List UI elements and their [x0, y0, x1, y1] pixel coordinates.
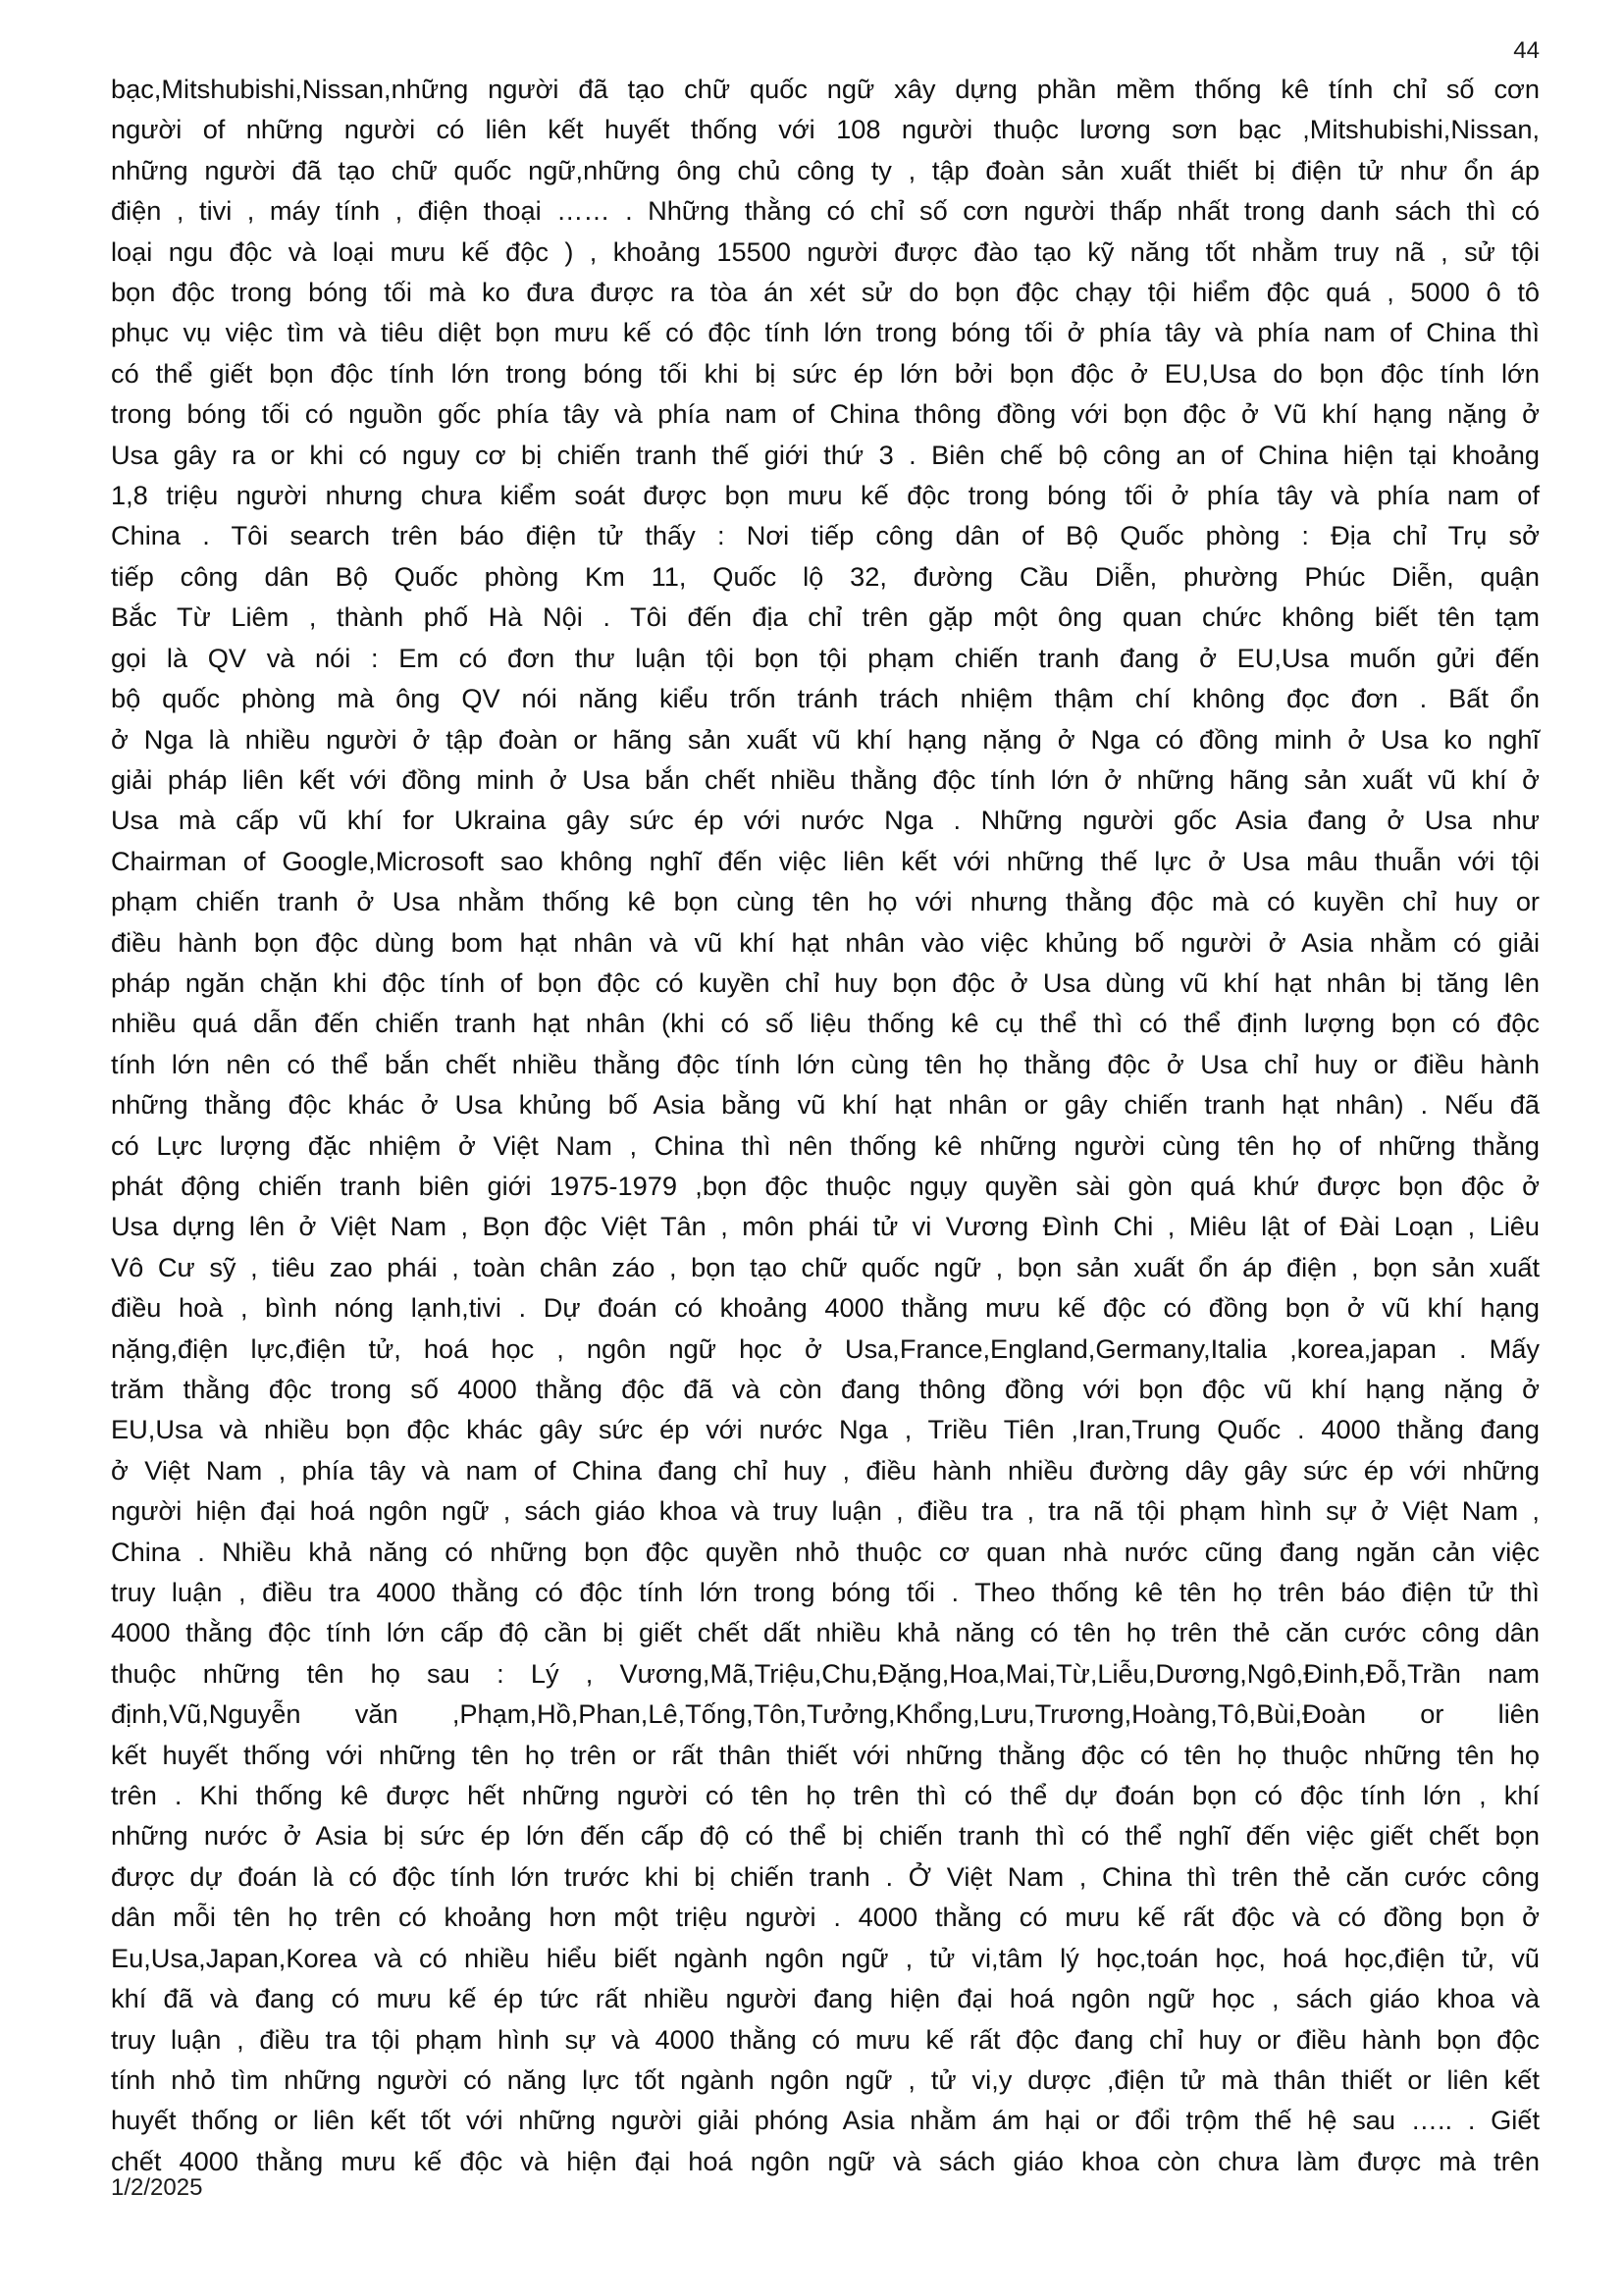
text-line: truy luận , điều tra tội phạm hình sự và 4000 thằng có mưu kế rất độc đang chỉ huy or điều hành bọn độc	[111, 2023, 1540, 2055]
body-text	[111, 69, 1540, 2181]
text-line: trong bóng tối có nguồn gốc phía tây và phía nam of China thông đồng với bọn độc ở Vũ khí hạng nặng ở	[111, 398, 1541, 430]
text-line: ở Việt Nam , phía tây và nam of China đang chỉ huy , điều hành nhiều đường dây gây sức ép với những	[111, 1454, 1540, 1486]
text-line: được dự đoán là có độc tính lớn trước khi bị chiến tranh . Ở Việt Nam , China thì trên thẻ căn cước công	[111, 1860, 1541, 1892]
text-line: điều hành bọn độc dùng bom hạt nhân và vũ khí hạt nhân vào việc khủng bố người ở Asia nhằm có giải	[111, 926, 1540, 958]
footer-date: 1/2/2025	[111, 2174, 203, 2201]
text-line: nặng,điện lực,điện tử, hoá học , ngôn ngữ học ở Usa,France,England,Germany,Italia ,korea,japan . Mấy	[111, 1332, 1540, 1364]
text-line: ở Nga là nhiều người ở tập đoàn or hãng sản xuất vũ khí hạng nặng ở Nga có đồng minh ở Usa ko nghĩ	[111, 723, 1540, 755]
text-line: người hiện đại hoá ngôn ngữ , sách giáo khoa và truy luận , điều tra , tra nã tội phạm hình sự ở Việt Nam ,	[111, 1495, 1540, 1527]
text-line: những thằng độc khác ở Usa khủng bố Asia bằng vũ khí hạt nhân or gây chiến tranh hạt nhân) . Nếu đã	[111, 1089, 1540, 1121]
text-line: Eu,Usa,Japan,Korea và có nhiều hiểu biết ngành ngôn ngữ , tử vi,tâm lý học,toán học, hoá học,điện tử, vũ	[111, 1942, 1541, 1973]
text-line: điện , tivi , máy tính , điện thoại …… . Những thằng có chỉ số cơn người thấp nhất trong danh sách thì có	[111, 195, 1541, 227]
text-line: pháp ngăn chặn khi độc tính of bọn độc có kuyền chỉ huy bọn độc ở Usa dùng vũ khí hạt nhân bị tăng lên	[111, 966, 1540, 998]
text-line: 1,8 triệu người nhưng chưa kiểm soát được bọn mưu kế độc trong bóng tối ở phía tây và phía nam of	[111, 480, 1540, 511]
text-line: tính lớn nên có thể bắn chết nhiều thằng độc tính lớn cùng tên họ thằng độc ở Usa chỉ huy or điều hành	[111, 1048, 1540, 1079]
text-line: China . Nhiều khả năng có những bọn độc quyền nhỏ thuộc cơ quan nhà nước cũng đang ngăn cản việc	[111, 1536, 1540, 1567]
text-line: người of những người có liên kết huyết thống với 108 người thuộc lương sơn bạc ,Mitshubishi,Nissan,	[111, 114, 1540, 145]
text-line: loại ngu độc và loại mưu kế độc ) , khoảng 15500 người được đào tạo kỹ năng tốt nhằm truy nã , sử tội	[111, 235, 1540, 267]
text-line: huyết thống or liên kết tốt với những người giải phóng Asia nhằm ám hại or đổi trộm thế hệ sau ….. . Giết	[111, 2105, 1541, 2136]
text-line: Chairman of Google,Microsoft sao không nghĩ đến việc liên kết với những thế lực ở Usa mâu thuẫn với tội	[111, 845, 1540, 876]
text-line: có Lực lượng đặc nhiệm ở Việt Nam , China thì nên thống kê những người cùng tên họ of những thằng	[111, 1129, 1540, 1161]
text-line: tính nhỏ tìm những người có năng lực tốt ngành ngôn ngữ , tử vi,y dược ,điện tử mà thân thiết or liên kết	[111, 2063, 1540, 2095]
text-line: nhiều quá dẫn đến chiến tranh hạt nhân (khi có số liệu thống kê cụ thể thì có thể định lượng bọn có độc	[111, 1008, 1541, 1039]
text-line: phát động chiến tranh biên giới 1975-1979 ,bọn độc thuộc ngụy quyền sài gòn quá khứ được bọn độc ở	[111, 1170, 1540, 1201]
text-line: bạc,Mitshubishi,Nissan,những người đã tạo chữ quốc ngữ xây dựng phần mềm thống kê tính chỉ số cơn	[111, 74, 1540, 104]
page-number: 44	[1513, 37, 1540, 64]
text-line: Usa gây ra or khi có nguy cơ bị chiến tranh thế giới thứ 3 . Biên chế bộ công an of China hiện tại khoảng	[111, 439, 1540, 470]
text-line: tiếp công dân Bộ Quốc phòng Km 11, Quốc lộ 32, đường Cầu Diễn, phường Phúc Diễn, quận	[111, 560, 1540, 592]
text-line: điều hoà , bình nóng lạnh,tivi . Dự đoán có khoảng 4000 thằng mưu kế độc có đồng bọn ở vũ khí hạng	[111, 1292, 1540, 1324]
text-line: trăm thằng độc trong số 4000 thằng độc đã và còn đang thông đồng với bọn độc vũ khí hạng nặng ở	[111, 1374, 1540, 1404]
text-line: Usa dựng lên ở Việt Nam , Bọn độc Việt Tân , môn phái tử vi Vương Đình Chi , Miêu lật of Đài Loạn , Liêu	[111, 1211, 1541, 1242]
text-line: phục vụ việc tìm và tiêu diệt bọn mưu kế có độc tính lớn trong bóng tối ở phía tây và phía nam of China thì	[111, 317, 1541, 348]
text-line: China . Tôi search trên báo điện tử thấy : Nơi tiếp công dân of Bộ Quốc phòng : Địa chỉ Trụ sở	[111, 520, 1540, 551]
text-line: bọn độc trong bóng tối mà ko đưa được ra tòa án xét sử do bọn độc chạy tội hiểm độc quá , 5000 ô tô	[111, 277, 1540, 308]
text-line: những người đã tạo chữ quốc ngữ,những ông chủ công ty , tập đoàn sản xuất thiết bị điện tử như ổn áp	[111, 154, 1540, 185]
text-line: dân mỗi tên họ trên có khoảng hơn một triệu người . 4000 thằng có mưu kế rất độc và có đồng bọn ở	[111, 1902, 1540, 1933]
text-line: Vô Cư sỹ , tiêu zao phái , toàn chân záo , bọn tạo chữ quốc ngữ , bọn sản xuất ổn áp điện , bọn sản xuất	[111, 1251, 1541, 1282]
text-line: Usa mà cấp vũ khí for Ukraina gây sức ép với nước Nga . Những người gốc Asia đang ở Usa như	[111, 805, 1541, 836]
text-line: chết 4000 thằng mưu kế độc và hiện đại hoá ngôn ngữ và sách giáo khoa còn chưa làm được mà trên	[111, 2145, 1540, 2176]
text-line: giải pháp liên kết với đồng minh ở Usa bắn chết nhiều thằng độc tính lớn ở những hãng sản xuất vũ khí ở	[111, 763, 1540, 795]
text-line: EU,Usa và nhiều bọn độc khác gây sức ép với nước Nga , Triều Tiên ,Iran,Trung Quốc . 4000 thằng đang	[111, 1414, 1540, 1445]
text-line: định,Vũ,Nguyễn văn ,Phạm,Hồ,Phan,Lê,Tống,Tôn,Tưởng,Khổng,Lưu,Trương,Hoàng,Tô,Bùi,Đoàn or liên	[111, 1698, 1540, 1730]
text-line: phạm chiến tranh ở Usa nhằm thống kê bọn cùng tên họ với nhưng thằng độc mà có kuyền chỉ huy or	[111, 886, 1540, 917]
text-line: truy luận , điều tra 4000 thằng có độc tính lớn trong bóng tối . Theo thống kê tên họ trên báo điện tử thì	[111, 1577, 1540, 1608]
text-line: bộ quốc phòng mà ông QV nói năng kiểu trốn tránh trách nhiệm thậm chí không đọc đơn . Bất ổn	[111, 683, 1540, 714]
text-line: trên . Khi thống kê được hết những người có tên họ trên thì có thể dự đoán bọn có độc tính lớn , khí	[111, 1780, 1540, 1811]
text-line: thuộc những tên họ sau : Lý , Vương,Mã,Triệu,Chu,Đặng,Hoa,Mai,Từ,Liễu,Dương,Ngô,Đinh,Đỗ,Trần nam	[111, 1657, 1540, 1689]
text-line: có thể giết bọn độc tính lớn trong bóng tối khi bị sức ép lớn bởi bọn độc ở EU,Usa do bọn độc tính lớn	[111, 357, 1540, 389]
text-line: những nước ở Asia bị sức ép lớn đến cấp độ có thể bị chiến tranh thì có thể nghĩ đến việc giết chết bọn	[111, 1820, 1540, 1852]
text-line: gọi là QV và nói : Em có đơn thư luận tội bọn tội phạm chiến tranh đang ở EU,Usa muốn gửi đến	[111, 642, 1541, 673]
text-line: Bắc Từ Liêm , thành phố Hà Nội . Tôi đến địa chỉ trên gặp một ông quan chức không biết tên tạm	[111, 601, 1541, 633]
text-line: kết huyết thống với những tên họ trên or rất thân thiết với những thằng độc có tên họ thuộc những tên họ	[111, 1739, 1540, 1770]
text-line: 4000 thằng độc tính lớn cấp độ cần bị giết chết dất nhiều khả năng có tên họ trên thẻ căn cước công dân	[111, 1617, 1540, 1648]
text-line: khí đã và đang có mưu kế ép tức rất nhiều người đang hiện đại hoá ngôn ngữ học , sách giáo khoa và	[111, 1983, 1540, 2014]
